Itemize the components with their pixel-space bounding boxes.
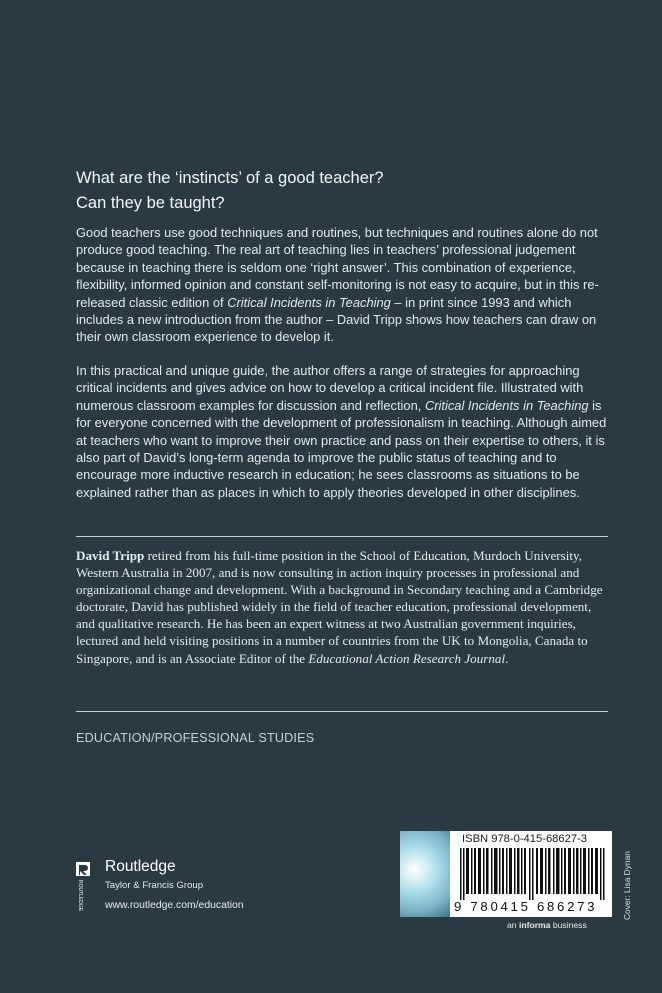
cover-credit [622,830,633,920]
heading-question-1: What are the ‘instincts’ of a good teacher? [76,169,384,187]
informa-suffix: business [550,920,587,930]
journal-title: Educational Action Research Journal [308,650,506,666]
bio-end: . [505,650,509,666]
description-paragraph-1 [76,224,610,346]
barcode-cover-thumbnail [400,831,450,917]
author-bio [76,547,610,667]
para1-book-title: Critical Incidents in Teaching [227,294,391,310]
para2-text-a: In this practical and unique guide, the author offers a range of strategies for approaching critical incidents and gives advice on how to develop a critical incident file. Illustrated with numerous classroom examples for discussion and reflection, [76,363,584,413]
divider-bottom [76,711,608,712]
isbn-number: ISBN 978-0-415-68627-3 [462,833,588,845]
ean-digits: 9 780415 686273 [454,899,598,914]
cover-credit-text: Cover: Lisa Dynan [622,851,632,920]
publisher-url: www.routledge.com/education [105,900,244,911]
subject-category: EDUCATION/PROFESSIONAL STUDIES [76,731,315,745]
informa-prefix: an [507,920,519,930]
informa-brand: informa [518,920,551,930]
para1-text-b: – in print since 1993 and which includes a new introduction from the author – David Tripp shows how teachers can draw on their own classroom experience to develop it. [76,294,597,345]
para2-book-title: Critical Incidents in Teaching [424,397,589,413]
publisher-group: Taylor & Francis Group [105,880,204,891]
para2-text-b: is for everyone concerned with the development of professionalism in teaching. Although aimed at teachers who want to improve their own practice and pass on their expertise to others, it is also part of David’s long-term agenda to improve the public status of teaching and to encourage more inductive research in education; he sees classrooms as situations to be explained rather than as places in which to apply theories developed in other disciplines. [76,397,607,500]
informa-tagline [507,920,587,930]
description-paragraph-2 [76,362,610,501]
author-bio-text: retired from his full-time position in the School of Education, Murdoch University, Western Australia in 2007, and is now consulting in action inquiry processes in professional and organizational change and development. With a background in Secondary teaching and a Cambridge doctorate, David has published widely in the field of teacher education, professional development, and qualitative research. He has been an expert witness at two Australian government inquiries, lectured and held visiting positions in a number of countries from the UK to Mongolia, Canada to Singapore, and is an Associate Editor of the [76,548,603,666]
barcode-panel [400,831,612,917]
author-name: David Tripp [76,548,145,563]
publisher-block [76,858,296,918]
cover-heading [76,166,596,216]
routledge-logo-icon [76,862,98,914]
barcode-icon [460,848,608,900]
logo-vertical-text: ROUTLEDGE [77,880,83,912]
para1-text-a: Good teachers use good techniques and routines, but techniques and routines alone do not produce good teaching. The real art of teaching lies in teachers’ professional judgement because in teaching there is seldom one ‘right answer’. This combination of experience, flexibility, informed opinion and constant self-monitoring is not easy to acquire, but in this re-released classic edition of [76,225,599,310]
publisher-name: Routledge [105,858,176,875]
divider-top [76,536,608,537]
heading-question-2: Can they be taught? [76,194,225,212]
